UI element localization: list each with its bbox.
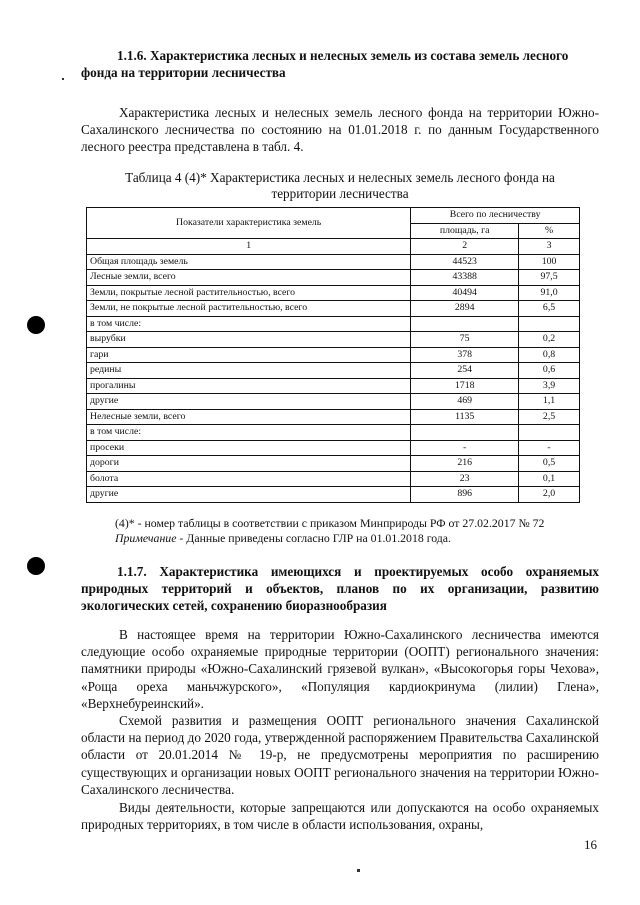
header-indicator: Показатели характеристика земель xyxy=(87,208,411,239)
column-number-2: 2 xyxy=(411,239,519,255)
section-117-paragraph-1: В настоящее время на территории Южно-Сахалинского лесничества имеются следующие особо охраняемые природные территории (ООПТ) регионального значения: памятники природы «Южно-Сахалинский грязевой вулкан», «Высокогорья горы Чехова», «Роща ореха маньчжурского», «Популяция кардиокринума (лилии) Глена», «Верхнебуреинский». xyxy=(81,627,599,711)
table-4-caption: Таблица 4 (4)* Характеристика лесных и нелесных земель лесного фонда на территории лесничества xyxy=(125,170,555,201)
cell-percent: 2,5 xyxy=(519,409,580,425)
column-number-3: 3 xyxy=(519,239,580,255)
cell-percent: 0,6 xyxy=(519,363,580,379)
punch-hole-bottom xyxy=(27,557,45,575)
table-row xyxy=(87,285,580,301)
cell-area: 1718 xyxy=(411,378,519,394)
cell-percent: 100 xyxy=(519,254,580,270)
cell-label: другие xyxy=(87,487,411,503)
note-label: Примечание xyxy=(115,531,177,545)
cell-label: редины xyxy=(87,363,411,379)
table-row xyxy=(87,456,580,472)
cell-label: прогалины xyxy=(87,378,411,394)
cell-percent: 0,5 xyxy=(519,456,580,472)
cell-area: 1135 xyxy=(411,409,519,425)
table-footnote: (4)* - номер таблицы в соответствии с приказом Минприроды РФ от 27.02.2017 № 72 xyxy=(115,516,545,530)
table-row xyxy=(87,471,580,487)
cell-label: в том числе: xyxy=(87,316,411,332)
table-note xyxy=(115,531,451,546)
table-header-row xyxy=(87,208,580,224)
cell-area: 43388 xyxy=(411,270,519,286)
table-row xyxy=(87,440,580,456)
header-percent: % xyxy=(519,223,580,239)
table-row xyxy=(87,316,580,332)
page-number: 16 xyxy=(584,837,597,852)
table-row xyxy=(87,378,580,394)
cell-label: вырубки xyxy=(87,332,411,348)
section-117-paragraph-3: Виды деятельности, которые запрещаются или допускаются на особо охраняемых природных территориях, в том числе в области использования, охраны, xyxy=(81,800,599,833)
cell-label: дороги xyxy=(87,456,411,472)
punch-hole-top xyxy=(27,316,45,334)
cell-area: 44523 xyxy=(411,254,519,270)
land-characteristics-table xyxy=(86,207,580,503)
cell-area: 216 xyxy=(411,456,519,472)
column-number-1: 1 xyxy=(87,239,411,255)
table-row xyxy=(87,332,580,348)
cell-label: гари xyxy=(87,347,411,363)
cell-percent: 0,1 xyxy=(519,471,580,487)
table-row xyxy=(87,270,580,286)
table-row xyxy=(87,254,580,270)
section-117-title: Характеристика имеющихся и проектируемых особо охраняемых природных территорий и объектов, планов по их организации, развитию экологических сетей, сохранению биоразнообразия xyxy=(81,564,599,613)
section-116-paragraph: Характеристика лесных и нелесных земель лесного фонда на территории Южно-Сахалинского лесничества по состоянию на 01.01.2018 г. по данным Государственного лесного реестра представлена в табл. 4. xyxy=(81,105,599,155)
section-116-heading xyxy=(81,47,599,81)
cell-percent: 97,5 xyxy=(519,270,580,286)
section-117-paragraph-2: Схемой развития и размещения ООПТ регионального значения Сахалинской области на период до 2020 года, утвержденной распоряжением Правительства Сахалинской области от 20.01.2014 № 19-р, не предусмотрены мероприятия по расширению существующих и организации новых ООПТ регионального значения на территории Южно-Сахалинского лесничества. xyxy=(81,713,599,797)
note-text: - Данные приведены согласно ГЛР на 01.01.2018 года. xyxy=(176,531,451,545)
section-117-number: 1.1.7. xyxy=(117,564,147,579)
cell-area: 469 xyxy=(411,394,519,410)
cell-area: 254 xyxy=(411,363,519,379)
cell-area xyxy=(411,425,519,441)
cell-percent: 0,2 xyxy=(519,332,580,348)
cell-label: Нелесные земли, всего xyxy=(87,409,411,425)
cell-area: 2894 xyxy=(411,301,519,317)
cell-percent xyxy=(519,425,580,441)
scan-speck xyxy=(62,78,64,80)
cell-percent: 6,5 xyxy=(519,301,580,317)
cell-percent xyxy=(519,316,580,332)
table-row xyxy=(87,394,580,410)
cell-label: Земли, не покрытые лесной растительностью, всего xyxy=(87,301,411,317)
cell-label: Лесные земли, всего xyxy=(87,270,411,286)
cell-label: Общая площадь земель xyxy=(87,254,411,270)
cell-percent: 3,9 xyxy=(519,378,580,394)
cell-area xyxy=(411,316,519,332)
scan-speck xyxy=(357,869,360,872)
cell-area: 896 xyxy=(411,487,519,503)
section-116-title: Характеристика лесных и нелесных земель из состава земель лесного фонда на территории лесничества xyxy=(81,48,569,80)
cell-label: в том числе: xyxy=(87,425,411,441)
cell-area: 75 xyxy=(411,332,519,348)
header-area: площадь, га xyxy=(411,223,519,239)
cell-label: другие xyxy=(87,394,411,410)
cell-area: - xyxy=(411,440,519,456)
section-117-heading xyxy=(81,563,599,614)
cell-percent: - xyxy=(519,440,580,456)
cell-percent: 0,8 xyxy=(519,347,580,363)
cell-area: 378 xyxy=(411,347,519,363)
header-total: Всего по лесничеству xyxy=(411,208,580,224)
table-row xyxy=(87,301,580,317)
cell-area: 40494 xyxy=(411,285,519,301)
section-116-number: 1.1.6. xyxy=(117,48,147,63)
table-row xyxy=(87,425,580,441)
table-row xyxy=(87,409,580,425)
cell-label: болота xyxy=(87,471,411,487)
cell-area: 23 xyxy=(411,471,519,487)
table-row xyxy=(87,363,580,379)
cell-percent: 1,1 xyxy=(519,394,580,410)
table-column-number-row xyxy=(87,239,580,255)
cell-label: просеки xyxy=(87,440,411,456)
cell-percent: 2,0 xyxy=(519,487,580,503)
cell-percent: 91,0 xyxy=(519,285,580,301)
cell-label: Земли, покрытые лесной растительностью, всего xyxy=(87,285,411,301)
table-row xyxy=(87,347,580,363)
table-row xyxy=(87,487,580,503)
